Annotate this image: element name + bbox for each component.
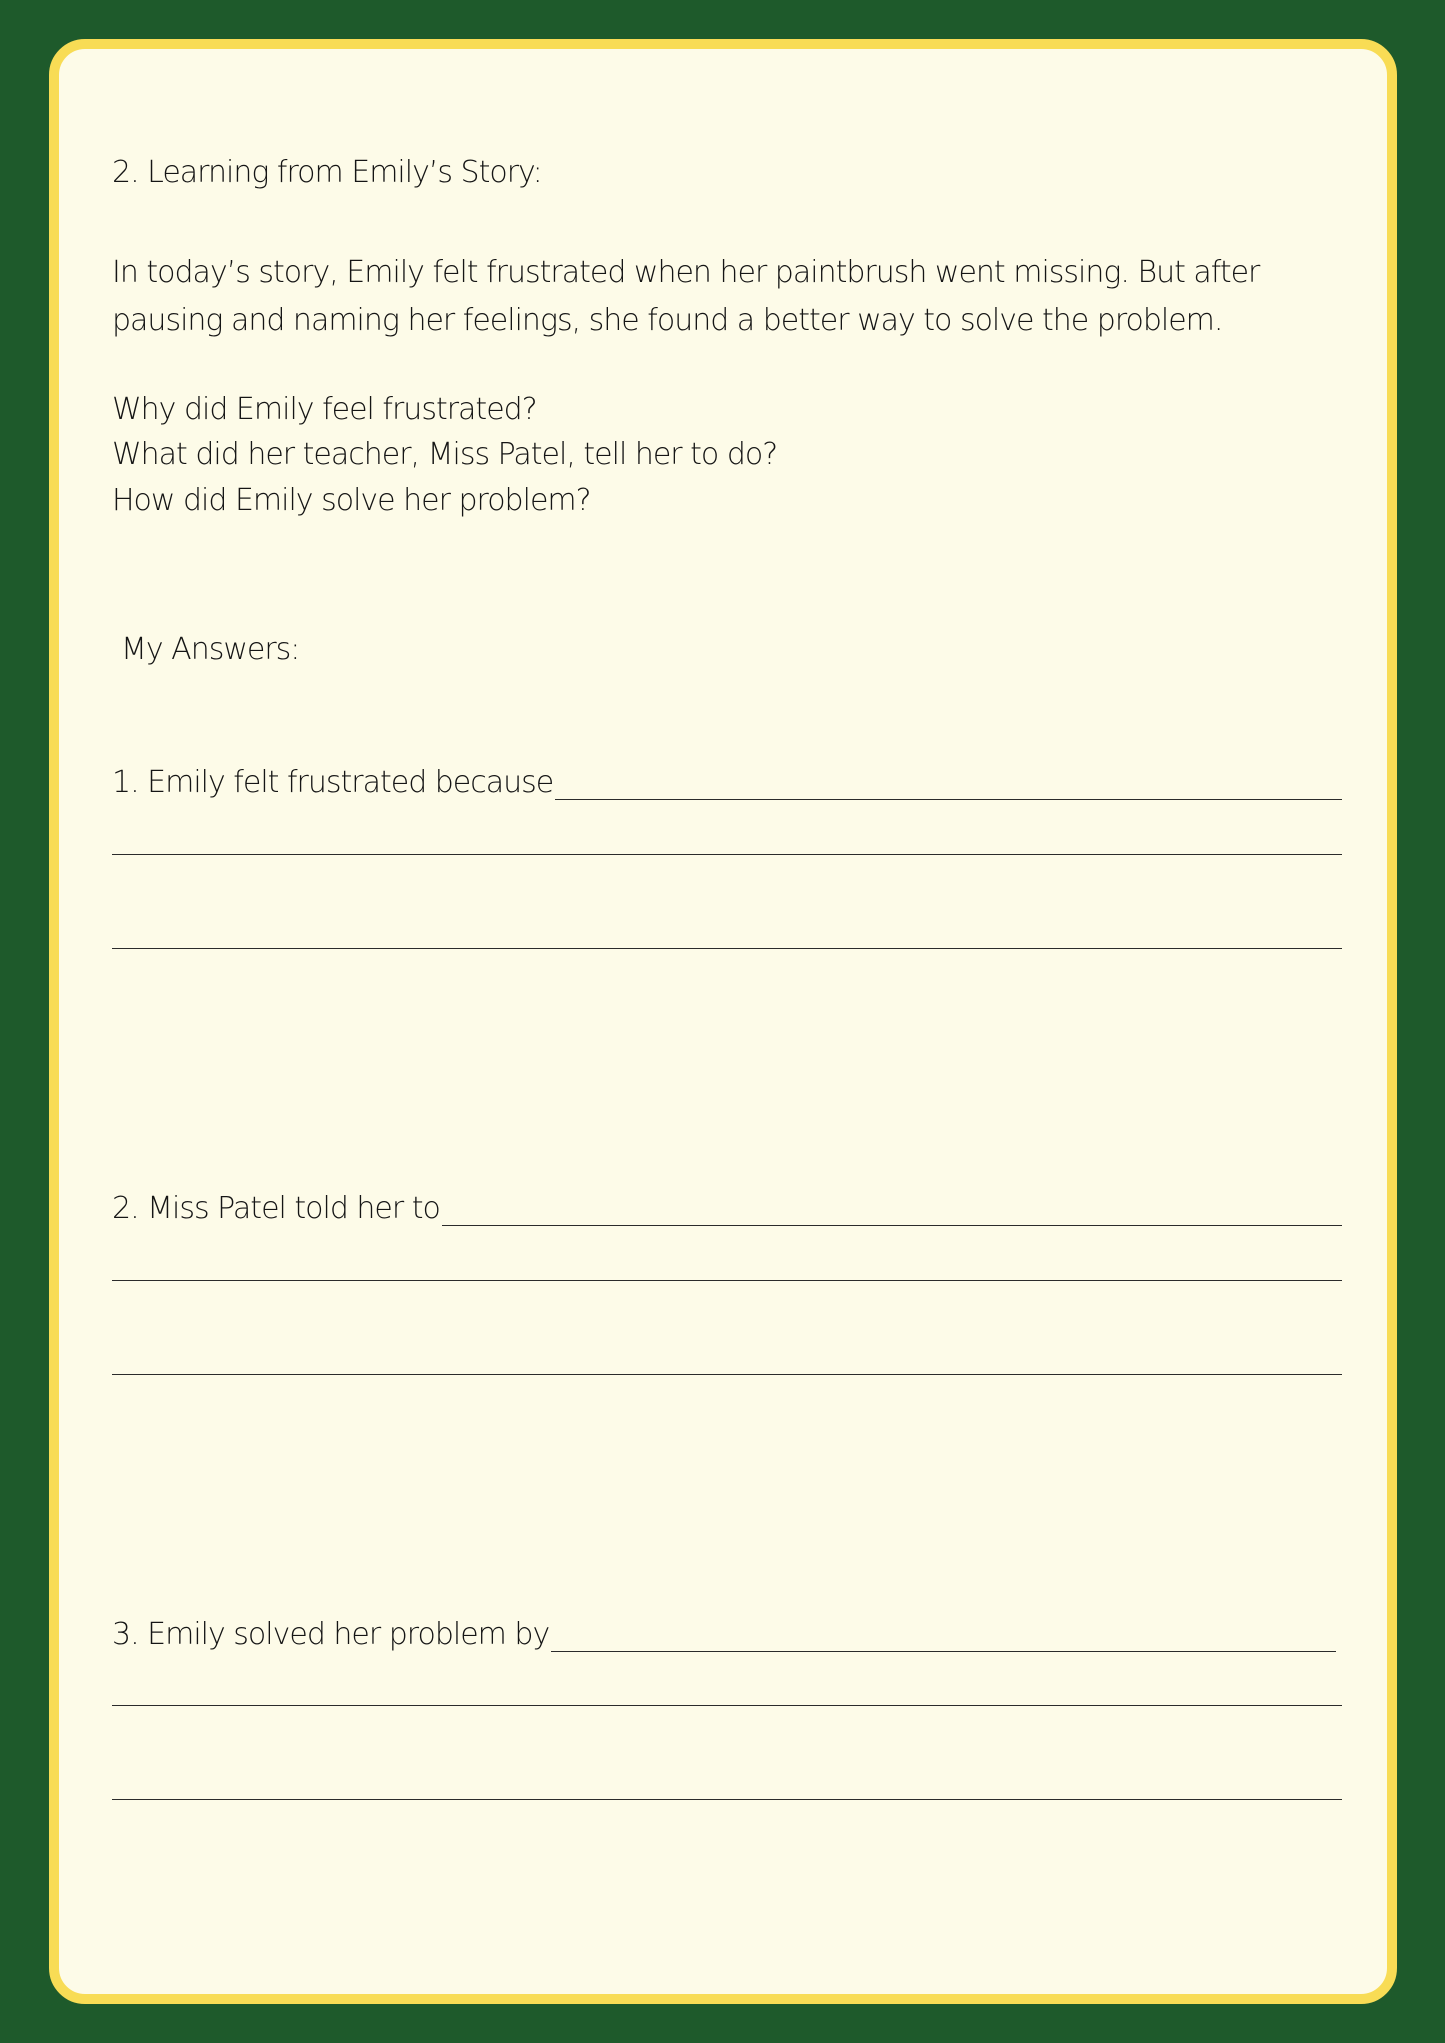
answer-2-line-2[interactable] bbox=[112, 1280, 1342, 1281]
answer-1-line-2[interactable] bbox=[112, 854, 1342, 855]
answer-2-row[interactable] bbox=[112, 1186, 1342, 1226]
answer-3-line-3[interactable] bbox=[112, 1799, 1342, 1800]
answer-2-line-3[interactable] bbox=[112, 1374, 1342, 1375]
answer-2-blank[interactable] bbox=[442, 1195, 1342, 1226]
intro-paragraph: In today’s story, Emily felt frustrated when her paintbrush went missing. But after pausing and naming her feelings, she found a better way to solve the problem. bbox=[112, 255, 1260, 338]
answer-3-line-2[interactable] bbox=[112, 1705, 1342, 1706]
section-heading: 2. Learning from Emily’s Story: bbox=[112, 155, 542, 190]
worksheet-card bbox=[49, 39, 1397, 2004]
question-1: Why did Emily feel frustrated? bbox=[112, 392, 537, 427]
answer-1-row[interactable] bbox=[112, 760, 1342, 800]
answer-3-blank[interactable] bbox=[551, 1621, 1336, 1652]
answer-1-blank[interactable] bbox=[555, 769, 1342, 800]
answer-1-line-3[interactable] bbox=[112, 948, 1342, 949]
answer-3-row[interactable] bbox=[112, 1612, 1336, 1652]
answer-2-prompt: 2. Miss Patel told her to bbox=[112, 1191, 440, 1226]
answers-heading: My Answers: bbox=[121, 632, 300, 667]
question-2: What did her teacher, Miss Patel, tell her to do? bbox=[112, 437, 778, 472]
question-3: How did Emily solve her problem? bbox=[112, 483, 591, 518]
answer-3-prompt: 3. Emily solved her problem by bbox=[112, 1617, 550, 1652]
answer-1-prompt: 1. Emily felt frustrated because bbox=[112, 765, 554, 800]
